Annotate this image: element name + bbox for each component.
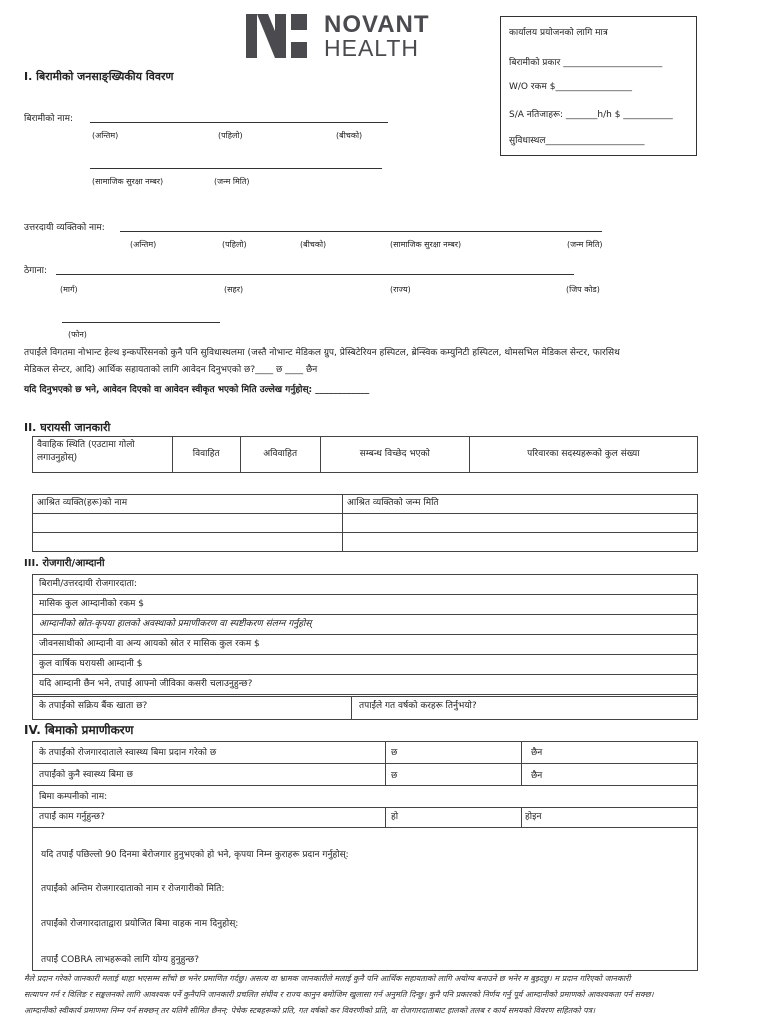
marital-status-table [32,436,698,473]
working-question: तपाईं काम गर्नुहुन्छ? [39,812,105,822]
any-insurance-no[interactable]: छैन [531,771,543,781]
col-divider [521,808,522,828]
employment-income-box [32,574,698,720]
certification-line-2: सत्यापन गर्न र विलिङ र सङ्कलनको लागि आवश्यक पर्ने कुनैपनि जानकारी प्रचलित संघीय र राज्य कानुन बमोजिम खुलासा गर्न अनुमति दिन्छु। कुनै पनि प्रकारको निर्णय गर्नु पूर्व आम्दानीको प्रमाणको आवश्यकता पर्न सक्छ। [24,990,654,999]
patient-name-field[interactable] [90,122,388,123]
dependent-name-header: आश्रित व्यक्ति(हरू)को नाम [33,495,343,514]
novant-health-logo [246,11,446,62]
marital-divorced[interactable]: सम्बन्ध विच्छेद भएको [320,437,469,473]
address-field[interactable] [56,274,574,275]
any-insurance-yes[interactable]: छ [391,771,398,781]
section3-title: III. रोजगारी/आम्दानी [24,558,105,569]
patient-name-label: बिरामीको नाम: [24,114,74,124]
marital-status-label: वैवाहिक स्थिति (एउटामा गोलो लगाउनुहोस्) [33,437,173,473]
resp-first-sub: (पहिलो) [222,240,247,249]
prior-application-question-2: मेडिकल सेन्टर, आदि) आर्थिक सहायताको लागि आवेदन दिनुभएको छ?____ छ ____ छैन [24,365,318,375]
patient-last-sub: (अन्तिम) [92,131,119,140]
certification-line-3: आम्दानीको स्वीकार्य प्रमाणमा निम्न पर्न सक्छन् तर यतिमै सीमित छैनन्: पेचेक स्टबहरूको प्रति, गत वर्षको कर विवरणीको प्रति, वा रोजगारदाताबाट हालको तलब र कार्य समयको विवरण सहितको पत्र। [24,1006,596,1015]
dependent-name-cell[interactable] [33,514,343,533]
marital-married[interactable]: विवाहित [173,437,241,473]
family-member-count[interactable]: परिवारका सदस्यहरूको कुल संख्या [469,437,697,473]
employer-insurance-row [33,742,697,764]
certification-line-1: मैले प्रदान गरेको जानकारी मलाई थाहा भएसम्म साँचो छ भनेर प्रमाणित गर्दछु। असत्य वा भ्रामक जानकारीले मलाई कुनै पनि आर्थिक सहायताको लागि अयोग्य बनाउने छ भनेर म बुझ्दछु। म प्रदान गरिएको जानकारी [24,974,631,983]
phone-sub: (फोन) [68,330,87,339]
addr-state-sub: (राज्य) [390,285,411,294]
any-insurance-question: तपाईंको कुनै स्वास्थ्य बिमा छ [39,770,133,780]
patient-first-sub: (पहिलो) [218,131,243,140]
insurance-box [32,741,698,971]
phone-field[interactable] [62,322,220,323]
working-yes[interactable]: हो [391,812,399,822]
employer-insurance-yes[interactable]: छ [391,748,398,758]
resp-last-sub: (अन्तिम) [130,240,157,249]
patient-ssn-sub: (सामाजिक सुरक्षा नम्बर) [92,177,164,186]
patient-dob-sub: (जन्म मिति) [214,177,250,186]
resp-ssn-sub: (सामाजिक सुरक्षा नम्बर) [390,240,462,249]
addr-city-sub: (सहर) [224,285,244,294]
logo-word-health: HEALTH [324,35,420,61]
resp-dob-sub: (जन्म मिति) [567,240,603,249]
dependent-dob-cell[interactable] [343,533,698,552]
col-divider [385,742,386,786]
addr-zip-sub: (जिप कोड) [566,285,600,294]
col-divider [521,742,522,786]
logo-word-novant: NOVANT [324,11,430,38]
insurance-company-row[interactable]: बिमा कम्पनीको नाम: [33,786,697,808]
office-approver: सुविधास्थल______________________ [509,136,645,146]
section2-title: II. घरायसी जानकारी [24,421,111,434]
office-title: कार्यालय प्रयोजनको लागि मात्र [509,28,608,38]
spouse-income-row[interactable]: जीवनसाथीको आम्दानी वा अन्य आयको स्रोत र मासिक कुल रकम $ [33,635,697,655]
prior-application-date: यदि दिनुभएको छ भने, आवेदन दिएको वा आवेदन स्वीकृत भएको मिति उल्लेख गर्नुहोस्: ____________ [24,385,370,395]
taxes-row[interactable]: तपाईंले गत वर्षको करहरू तिर्नुभयो? [359,701,477,711]
no-income-row[interactable]: यदि आम्दानी छैन भने, तपाईं आफ्नो जीविका कसरी चलाउनुहुन्छ? [33,675,697,695]
responsible-name-field[interactable] [120,231,602,232]
dependents-table [32,494,698,552]
income-source-row[interactable]: आम्दानीको स्रोत-कृपया हालको अवस्थाको प्रमाणीकरण वा स्पष्टीकरण संलग्न गर्नुहोस् [33,615,697,635]
office-wo-amount: W/O रकम $_________________ [509,82,632,92]
annual-income-row[interactable]: कुल वार्षिक घरायसी आम्दानी $ [33,655,697,675]
office-use-box [500,16,697,156]
dependent-dob-header: आश्रित व्यक्तिको जन्म मिति [343,495,698,514]
patient-ssn-dob-field[interactable] [90,168,382,169]
row-divider [351,697,352,719]
unemployed-instruction: यदि तपाईं पछिल्लो 90 दिनमा बेरोजगार हुनुभएको हो भने, कृपया निम्न कुराहरू प्रदान गर्नुहोस्: [41,850,349,860]
monthly-income-row[interactable]: मासिक कुल आम्दानीको रकम $ [33,595,697,615]
patient-middle-sub: (बीचको) [336,131,363,140]
dependent-dob-cell[interactable] [343,514,698,533]
dependent-name-cell[interactable] [33,533,343,552]
bank-account-row[interactable]: के तपाईंको सक्रिय बैंक खाता छ? [39,701,148,711]
any-insurance-row [33,764,697,786]
employer-row[interactable]: बिरामी/उत्तरदायी रोजगारदाता: [33,575,697,595]
office-sa-result: S/A नतिजाहरू: _______h/h $ ___________ [509,110,673,120]
novant-logo-mark-icon [246,14,314,58]
employer-insurance-no[interactable]: छैन [531,748,543,758]
last-employer-question[interactable]: तपाईंको अन्तिम रोजगारदाताको नाम र रोजगारीको मिति: [41,884,225,894]
employer-insurance-question: के तपाईंको रोजगारदाताले स्वास्थ्य बिमा प्रदान गरेको छ [39,748,217,758]
working-no[interactable]: होइन [525,812,542,822]
marital-unmarried[interactable]: अविवाहित [240,437,320,473]
col-divider [385,808,386,828]
section1-title: I. बिरामीको जनसाङ्ख्यिकीय विवरण [24,70,174,83]
responsible-label: उत्तरदायी व्यक्तिको नाम: [24,223,105,233]
office-patient-type: बिरामीको प्रकार ______________________ [509,58,663,68]
addr-street-sub: (मार्ग) [60,285,78,294]
prior-application-question-1: तपाईंले विगतमा नोभान्ट हेल्थ इन्कर्पोरेसनको कुनै पनि सुविधास्थलमा (जस्तै नोभान्ट मेडिकल ग्रुप, प्रेस्बिटेरियन हस्पिटल, ब्रेन्स्विक कम्युनिटी हस्पिटल, थोमसभिल मेडिकल सेन्टर, फारसिथ [24,348,620,358]
resp-middle-sub: (बीचको) [300,240,327,249]
row-divider [33,696,697,697]
insurer-name-question[interactable]: तपाईंको रोजगारदाताद्वारा प्रयोजित बिमा वाहक नाम दिनुहोस्: [41,919,239,929]
section4-title: IV. बिमाको प्रमाणीकरण [24,723,134,737]
cobra-question[interactable]: तपाईं COBRA लाभहरूको लागि योग्य हुनुहुन्छ? [41,955,200,965]
address-label: ठेगाना: [24,266,47,276]
working-row [33,808,697,828]
